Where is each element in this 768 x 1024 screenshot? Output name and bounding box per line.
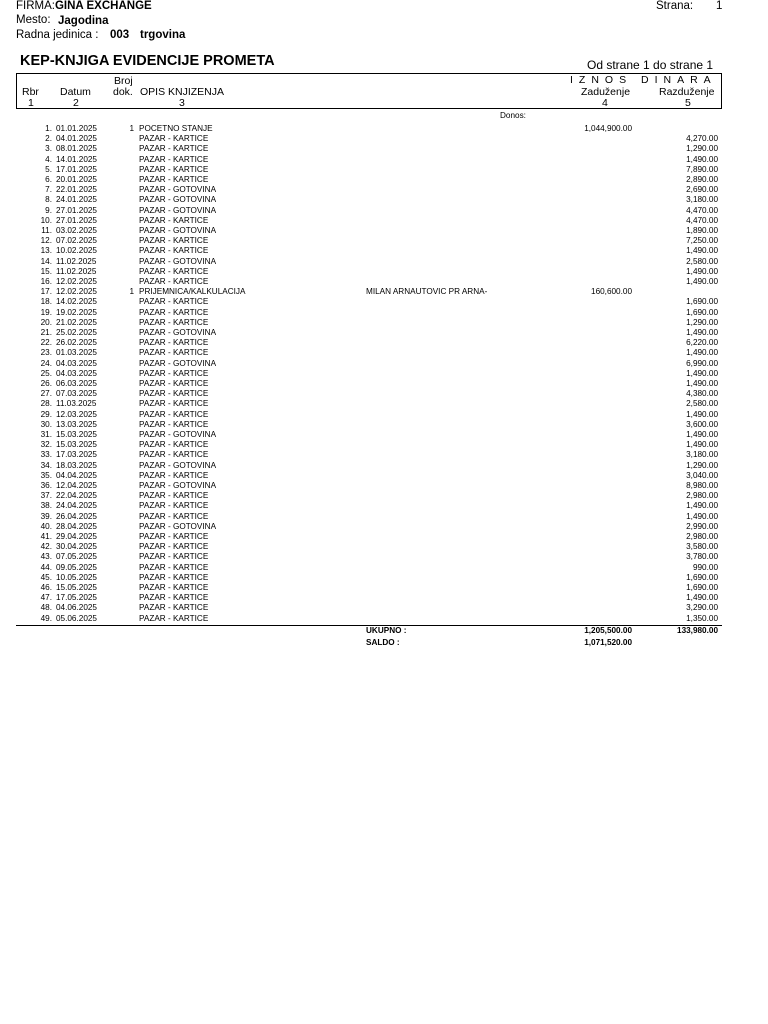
table-row <box>0 277 768 287</box>
row-description: PAZAR - KARTICE <box>139 501 209 511</box>
row-number: 33. <box>40 450 52 460</box>
row-razduzenje: 4,380.00 <box>686 389 718 399</box>
table-row <box>0 563 768 573</box>
row-description: PAZAR - KARTICE <box>139 542 209 552</box>
row-number: 32. <box>40 440 52 450</box>
city-name: Jagodina <box>58 15 109 27</box>
row-number: 35. <box>40 470 52 480</box>
table-row <box>0 532 768 542</box>
row-date: 24.01.2025 <box>56 195 97 205</box>
row-description: PAZAR - KARTICE <box>139 164 209 174</box>
row-razduzenje: 4,270.00 <box>686 134 718 144</box>
row-number: 12. <box>40 236 52 246</box>
row-number: 39. <box>40 511 52 521</box>
unit-code: 003 <box>110 29 130 41</box>
unit-name: trgovina <box>140 29 186 41</box>
page-label: Strana: <box>656 0 694 12</box>
table-row <box>0 206 768 216</box>
row-number: 16. <box>40 277 52 286</box>
row-razduzenje: 1,890.00 <box>686 226 718 235</box>
row-razduzenje: 1,490.00 <box>686 593 718 603</box>
col-razduzenje: Razduženje <box>659 86 715 98</box>
col-iznos: IZNOS DINARA <box>570 74 717 86</box>
row-description: PAZAR - GOTOVINA <box>139 185 217 195</box>
saldo-value: 1,071,520.00 <box>584 638 632 647</box>
row-number: 40. <box>40 521 52 531</box>
table-row <box>0 236 768 246</box>
row-razduzenje: 1,490.00 <box>686 266 718 276</box>
row-razduzenje: 1,490.00 <box>686 154 718 164</box>
row-number: 27. <box>40 389 52 399</box>
table-row <box>0 155 768 165</box>
row-description: PAZAR - KARTICE <box>139 470 209 480</box>
row-razduzenje: 3,180.00 <box>686 450 718 460</box>
row-description: PAZAR - KARTICE <box>139 389 209 399</box>
row-razduzenje: 2,580.00 <box>686 256 718 266</box>
row-date: 20.01.2025 <box>56 175 97 184</box>
row-date: 26.02.2025 <box>56 338 97 348</box>
row-description: PAZAR - GOTOVINA <box>139 430 217 439</box>
row-number: 43. <box>40 552 52 562</box>
row-razduzenje: 1,490.00 <box>686 348 718 358</box>
city-label: Mesto: <box>16 14 51 26</box>
row-razduzenje: 1,490.00 <box>686 246 718 256</box>
row-number: 2. <box>45 134 52 144</box>
row-razduzenje: 8,980.00 <box>686 481 718 490</box>
row-razduzenje: 6,220.00 <box>686 338 718 348</box>
row-number: 21. <box>40 328 52 337</box>
row-description: PAZAR - KARTICE <box>139 144 209 154</box>
row-date: 14.01.2025 <box>56 154 97 164</box>
row-number: 24. <box>40 358 52 368</box>
table-row <box>0 338 768 348</box>
row-number: 23. <box>40 348 52 358</box>
row-razduzenje: 1,490.00 <box>686 430 718 439</box>
row-doc-number: 1 <box>129 124 134 133</box>
row-description: PAZAR - KARTICE <box>139 307 209 317</box>
row-razduzenje: 2,690.00 <box>686 185 718 195</box>
row-razduzenje: 1,490.00 <box>686 409 718 419</box>
table-row <box>0 420 768 430</box>
row-description: PAZAR - GOTOVINA <box>139 195 217 205</box>
table-row <box>0 512 768 522</box>
row-number: 34. <box>40 460 52 470</box>
col-zaduzenje-num: 4 <box>602 97 608 109</box>
row-description: PAZAR - GOTOVINA <box>139 328 217 337</box>
table-row <box>0 583 768 593</box>
row-number: 3. <box>45 144 52 154</box>
donos-label: Donos: <box>500 111 526 120</box>
table-row <box>0 461 768 471</box>
row-number: 48. <box>40 603 52 613</box>
row-description: PAZAR - KARTICE <box>139 419 209 429</box>
row-description: PAZAR - KARTICE <box>139 277 209 286</box>
row-razduzenje: 3,600.00 <box>686 419 718 429</box>
row-number: 20. <box>40 317 52 327</box>
row-description: PAZAR - KARTICE <box>139 175 209 184</box>
row-number: 11. <box>41 226 52 235</box>
row-date: 14.02.2025 <box>56 297 97 307</box>
row-razduzenje: 4,470.00 <box>686 205 718 215</box>
table-row <box>0 165 768 175</box>
row-razduzenje: 1,490.00 <box>686 511 718 521</box>
page-range: Od strane 1 do strane 1 <box>587 58 714 72</box>
row-number: 17. <box>40 287 52 297</box>
table-row <box>0 369 768 379</box>
row-number: 25. <box>40 368 52 378</box>
table-row <box>0 440 768 450</box>
row-description: PAZAR - KARTICE <box>139 603 209 613</box>
total-label: UKUPNO : <box>366 626 407 635</box>
col-broj: Broj <box>114 75 133 87</box>
row-date: 12.02.2025 <box>56 277 97 286</box>
col-datum: Datum <box>60 86 91 98</box>
table-row <box>0 552 768 562</box>
row-date: 04.03.2025 <box>56 358 97 368</box>
table-row <box>0 257 768 267</box>
row-date: 22.01.2025 <box>56 185 97 195</box>
row-number: 18. <box>40 297 52 307</box>
row-description: PAZAR - KARTICE <box>139 511 209 521</box>
row-description: PAZAR - KARTICE <box>139 348 209 358</box>
unit-label: Radna jedinica : <box>16 29 99 41</box>
row-date: 01.01.2025 <box>56 124 97 133</box>
row-description: PAZAR - KARTICE <box>139 593 209 603</box>
row-description: PAZAR - KARTICE <box>139 450 209 460</box>
row-number: 38. <box>40 501 52 511</box>
row-date: 12.03.2025 <box>56 409 97 419</box>
table-row <box>0 185 768 195</box>
row-date: 04.03.2025 <box>56 368 97 378</box>
row-description: PAZAR - KARTICE <box>139 154 209 164</box>
row-description: PAZAR - KARTICE <box>139 266 209 276</box>
row-date: 18.03.2025 <box>56 460 97 470</box>
row-date: 12.02.2025 <box>56 287 97 297</box>
row-number: 7. <box>45 185 52 195</box>
col-dok: dok. <box>113 86 133 98</box>
row-razduzenje: 3,780.00 <box>686 552 718 562</box>
row-date: 17.03.2025 <box>56 450 97 460</box>
row-date: 05.06.2025 <box>56 613 97 623</box>
table-row <box>0 134 768 144</box>
row-number: 30. <box>40 419 52 429</box>
row-date: 27.01.2025 <box>56 205 97 215</box>
row-description: PAZAR - GOTOVINA <box>139 521 217 531</box>
table-row <box>0 124 768 134</box>
row-description: PAZAR - KARTICE <box>139 236 209 246</box>
row-number: 41. <box>40 532 52 541</box>
table-row <box>0 542 768 552</box>
row-date: 01.03.2025 <box>56 348 97 358</box>
row-razduzenje: 2,980.00 <box>686 491 718 501</box>
row-date: 09.05.2025 <box>56 562 97 572</box>
row-date: 04.04.2025 <box>56 470 97 480</box>
row-number: 29. <box>40 409 52 419</box>
row-number: 46. <box>40 583 52 592</box>
row-description: PAZAR - GOTOVINA <box>139 460 217 470</box>
table-row <box>0 481 768 491</box>
col-opis-num: 3 <box>179 97 185 109</box>
row-date: 22.04.2025 <box>56 491 97 501</box>
row-description: PRIJEMNICA/KALKULACIJA <box>139 287 246 297</box>
row-date: 04.01.2025 <box>56 134 97 144</box>
row-razduzenje: 2,980.00 <box>686 532 718 541</box>
col-rbr-num: 1 <box>28 97 34 109</box>
row-date: 10.05.2025 <box>56 572 97 582</box>
row-description: PAZAR - KARTICE <box>139 409 209 419</box>
row-razduzenje: 2,890.00 <box>686 175 718 184</box>
table-row <box>0 430 768 440</box>
row-date: 17.05.2025 <box>56 593 97 603</box>
row-number: 6. <box>45 175 52 184</box>
row-number: 4. <box>45 154 52 164</box>
row-description: PAZAR - KARTICE <box>139 134 209 144</box>
row-date: 10.02.2025 <box>56 246 97 256</box>
row-razduzenje: 4,470.00 <box>686 215 718 225</box>
row-number: 10. <box>40 215 52 225</box>
row-number: 37. <box>40 491 52 501</box>
row-description: PAZAR - GOTOVINA <box>139 256 217 266</box>
table-row <box>0 297 768 307</box>
row-razduzenje: 1,690.00 <box>686 583 718 592</box>
table-row <box>0 348 768 358</box>
row-number: 5. <box>45 164 52 174</box>
table-row <box>0 501 768 511</box>
row-date: 30.04.2025 <box>56 542 97 552</box>
table-row <box>0 144 768 154</box>
table-row <box>0 216 768 226</box>
row-description: PAZAR - KARTICE <box>139 562 209 572</box>
row-number: 26. <box>40 379 52 388</box>
col-opis: OPIS KNJIZENJA <box>140 86 225 98</box>
row-description: PAZAR - KARTICE <box>139 572 209 582</box>
row-date: 12.04.2025 <box>56 481 97 490</box>
row-date: 07.03.2025 <box>56 389 97 399</box>
table-row <box>0 359 768 369</box>
row-number: 47. <box>40 593 52 603</box>
row-date: 15.05.2025 <box>56 583 97 592</box>
row-zaduzenje: 1,044,900.00 <box>584 124 632 133</box>
row-description: PAZAR - KARTICE <box>139 297 209 307</box>
row-description: PAZAR - KARTICE <box>139 491 209 501</box>
row-razduzenje: 1,690.00 <box>686 572 718 582</box>
row-razduzenje: 3,580.00 <box>686 542 718 552</box>
row-razduzenje: 1,690.00 <box>686 297 718 307</box>
row-number: 19. <box>40 307 52 317</box>
row-description: PAZAR - GOTOVINA <box>139 205 217 215</box>
table-row <box>0 522 768 532</box>
row-description: PAZAR - KARTICE <box>139 532 209 541</box>
row-description: PAZAR - KARTICE <box>139 317 209 327</box>
row-description: POCETNO STANJE <box>139 124 213 133</box>
row-description: PAZAR - KARTICE <box>139 440 209 450</box>
table-row <box>0 226 768 236</box>
row-razduzenje: 3,180.00 <box>686 195 718 205</box>
row-razduzenje: 1,490.00 <box>686 501 718 511</box>
table-row <box>0 573 768 583</box>
col-razduzenje-num: 5 <box>685 97 691 109</box>
saldo-label: SALDO : <box>366 638 400 647</box>
table-row <box>0 410 768 420</box>
row-number: 15. <box>40 266 52 276</box>
total-zaduzenje: 1,205,500.00 <box>584 626 632 635</box>
row-number: 31. <box>40 430 52 439</box>
row-razduzenje: 2,990.00 <box>686 521 718 531</box>
row-number: 42. <box>40 542 52 552</box>
row-description: PAZAR - KARTICE <box>139 338 209 348</box>
row-description: PAZAR - GOTOVINA <box>139 358 217 368</box>
row-date: 24.04.2025 <box>56 501 97 511</box>
col-datum-num: 2 <box>73 97 79 109</box>
row-number: 44. <box>40 562 52 572</box>
row-number: 14. <box>40 256 52 266</box>
row-description: PAZAR - GOTOVINA <box>139 481 217 490</box>
table-row <box>0 389 768 399</box>
row-date: 11.02.2025 <box>56 256 97 266</box>
row-date: 25.02.2025 <box>56 328 97 337</box>
row-description: PAZAR - KARTICE <box>139 399 209 409</box>
table-row <box>0 195 768 205</box>
row-description: PAZAR - KARTICE <box>139 583 209 592</box>
row-description: PAZAR - KARTICE <box>139 246 209 256</box>
row-razduzenje: 1,290.00 <box>686 144 718 154</box>
table-row <box>0 471 768 481</box>
row-description: PAZAR - KARTICE <box>139 368 209 378</box>
table-row <box>0 603 768 613</box>
row-description: PAZAR - KARTICE <box>139 613 209 623</box>
table-row <box>0 246 768 256</box>
row-date: 03.02.2025 <box>56 226 97 235</box>
row-number: 49. <box>40 613 52 623</box>
row-number: 36. <box>40 481 52 490</box>
row-razduzenje: 3,290.00 <box>686 603 718 613</box>
row-razduzenje: 1,290.00 <box>686 460 718 470</box>
row-number: 8. <box>45 195 52 205</box>
col-rbr: Rbr <box>22 86 39 98</box>
row-razduzenje: 7,890.00 <box>686 164 718 174</box>
row-razduzenje: 1,350.00 <box>686 613 718 623</box>
row-date: 07.02.2025 <box>56 236 97 246</box>
row-razduzenje: 990.00 <box>692 562 718 572</box>
row-razduzenje: 1,490.00 <box>686 440 718 450</box>
row-date: 11.03.2025 <box>56 399 97 409</box>
row-description: PAZAR - KARTICE <box>139 379 209 388</box>
table-row <box>0 308 768 318</box>
row-date: 08.01.2025 <box>56 144 97 154</box>
firm-line <box>16 0 152 12</box>
row-date: 15.03.2025 <box>56 440 97 450</box>
row-date: 13.03.2025 <box>56 419 97 429</box>
row-date: 15.03.2025 <box>56 430 97 439</box>
row-number: 9. <box>45 205 52 215</box>
row-razduzenje: 2,580.00 <box>686 399 718 409</box>
table-row <box>0 450 768 460</box>
row-razduzenje: 1,290.00 <box>686 317 718 327</box>
table-row <box>0 491 768 501</box>
col-zaduzenje: Zaduženje <box>581 86 631 98</box>
row-razduzenje: 7,250.00 <box>686 236 718 246</box>
row-number: 13. <box>40 246 52 256</box>
table-row <box>0 379 768 389</box>
row-razduzenje: 1,690.00 <box>686 307 718 317</box>
row-razduzenje: 3,040.00 <box>686 470 718 480</box>
row-date: 07.05.2025 <box>56 552 97 562</box>
table-row <box>0 287 768 297</box>
row-date: 26.04.2025 <box>56 511 97 521</box>
firm-label: FIRMA: <box>16 0 55 12</box>
row-date: 04.06.2025 <box>56 603 97 613</box>
row-date: 17.01.2025 <box>56 164 97 174</box>
table-row <box>0 593 768 603</box>
row-zaduzenje: 160,600.00 <box>591 287 632 297</box>
row-number: 28. <box>40 399 52 409</box>
row-razduzenje: 1,490.00 <box>686 368 718 378</box>
page-number: 1 <box>716 0 723 12</box>
table-row <box>0 318 768 328</box>
row-date: 19.02.2025 <box>56 307 97 317</box>
row-date: 28.04.2025 <box>56 521 97 531</box>
row-number: 45. <box>40 572 52 582</box>
row-razduzenje: 6,990.00 <box>686 358 718 368</box>
table-row <box>0 328 768 338</box>
row-date: 06.03.2025 <box>56 379 97 388</box>
total-razduzenje: 133,980.00 <box>677 626 718 635</box>
table-row <box>0 399 768 409</box>
row-number: 22. <box>40 338 52 348</box>
row-number: 1. <box>45 124 52 133</box>
row-party: MILAN ARNAUTOVIC PR ARNA- <box>366 287 488 297</box>
row-date: 11.02.2025 <box>56 266 97 276</box>
row-date: 29.04.2025 <box>56 532 97 541</box>
firm-name: GINA EXCHANGE <box>54 0 152 12</box>
row-doc-number: 1 <box>129 287 134 297</box>
table-row <box>0 267 768 277</box>
row-razduzenje: 1,490.00 <box>686 277 718 286</box>
table-row <box>0 175 768 185</box>
page-title: KEP-KNJIGA EVIDENCIJE PROMETA <box>20 53 275 69</box>
row-date: 27.01.2025 <box>56 215 97 225</box>
row-date: 21.02.2025 <box>56 317 97 327</box>
row-description: PAZAR - GOTOVINA <box>139 226 217 235</box>
table-row <box>0 614 768 624</box>
row-description: PAZAR - KARTICE <box>139 215 209 225</box>
row-razduzenje: 1,490.00 <box>686 328 718 337</box>
row-description: PAZAR - KARTICE <box>139 552 209 562</box>
row-razduzenje: 1,490.00 <box>686 379 718 388</box>
